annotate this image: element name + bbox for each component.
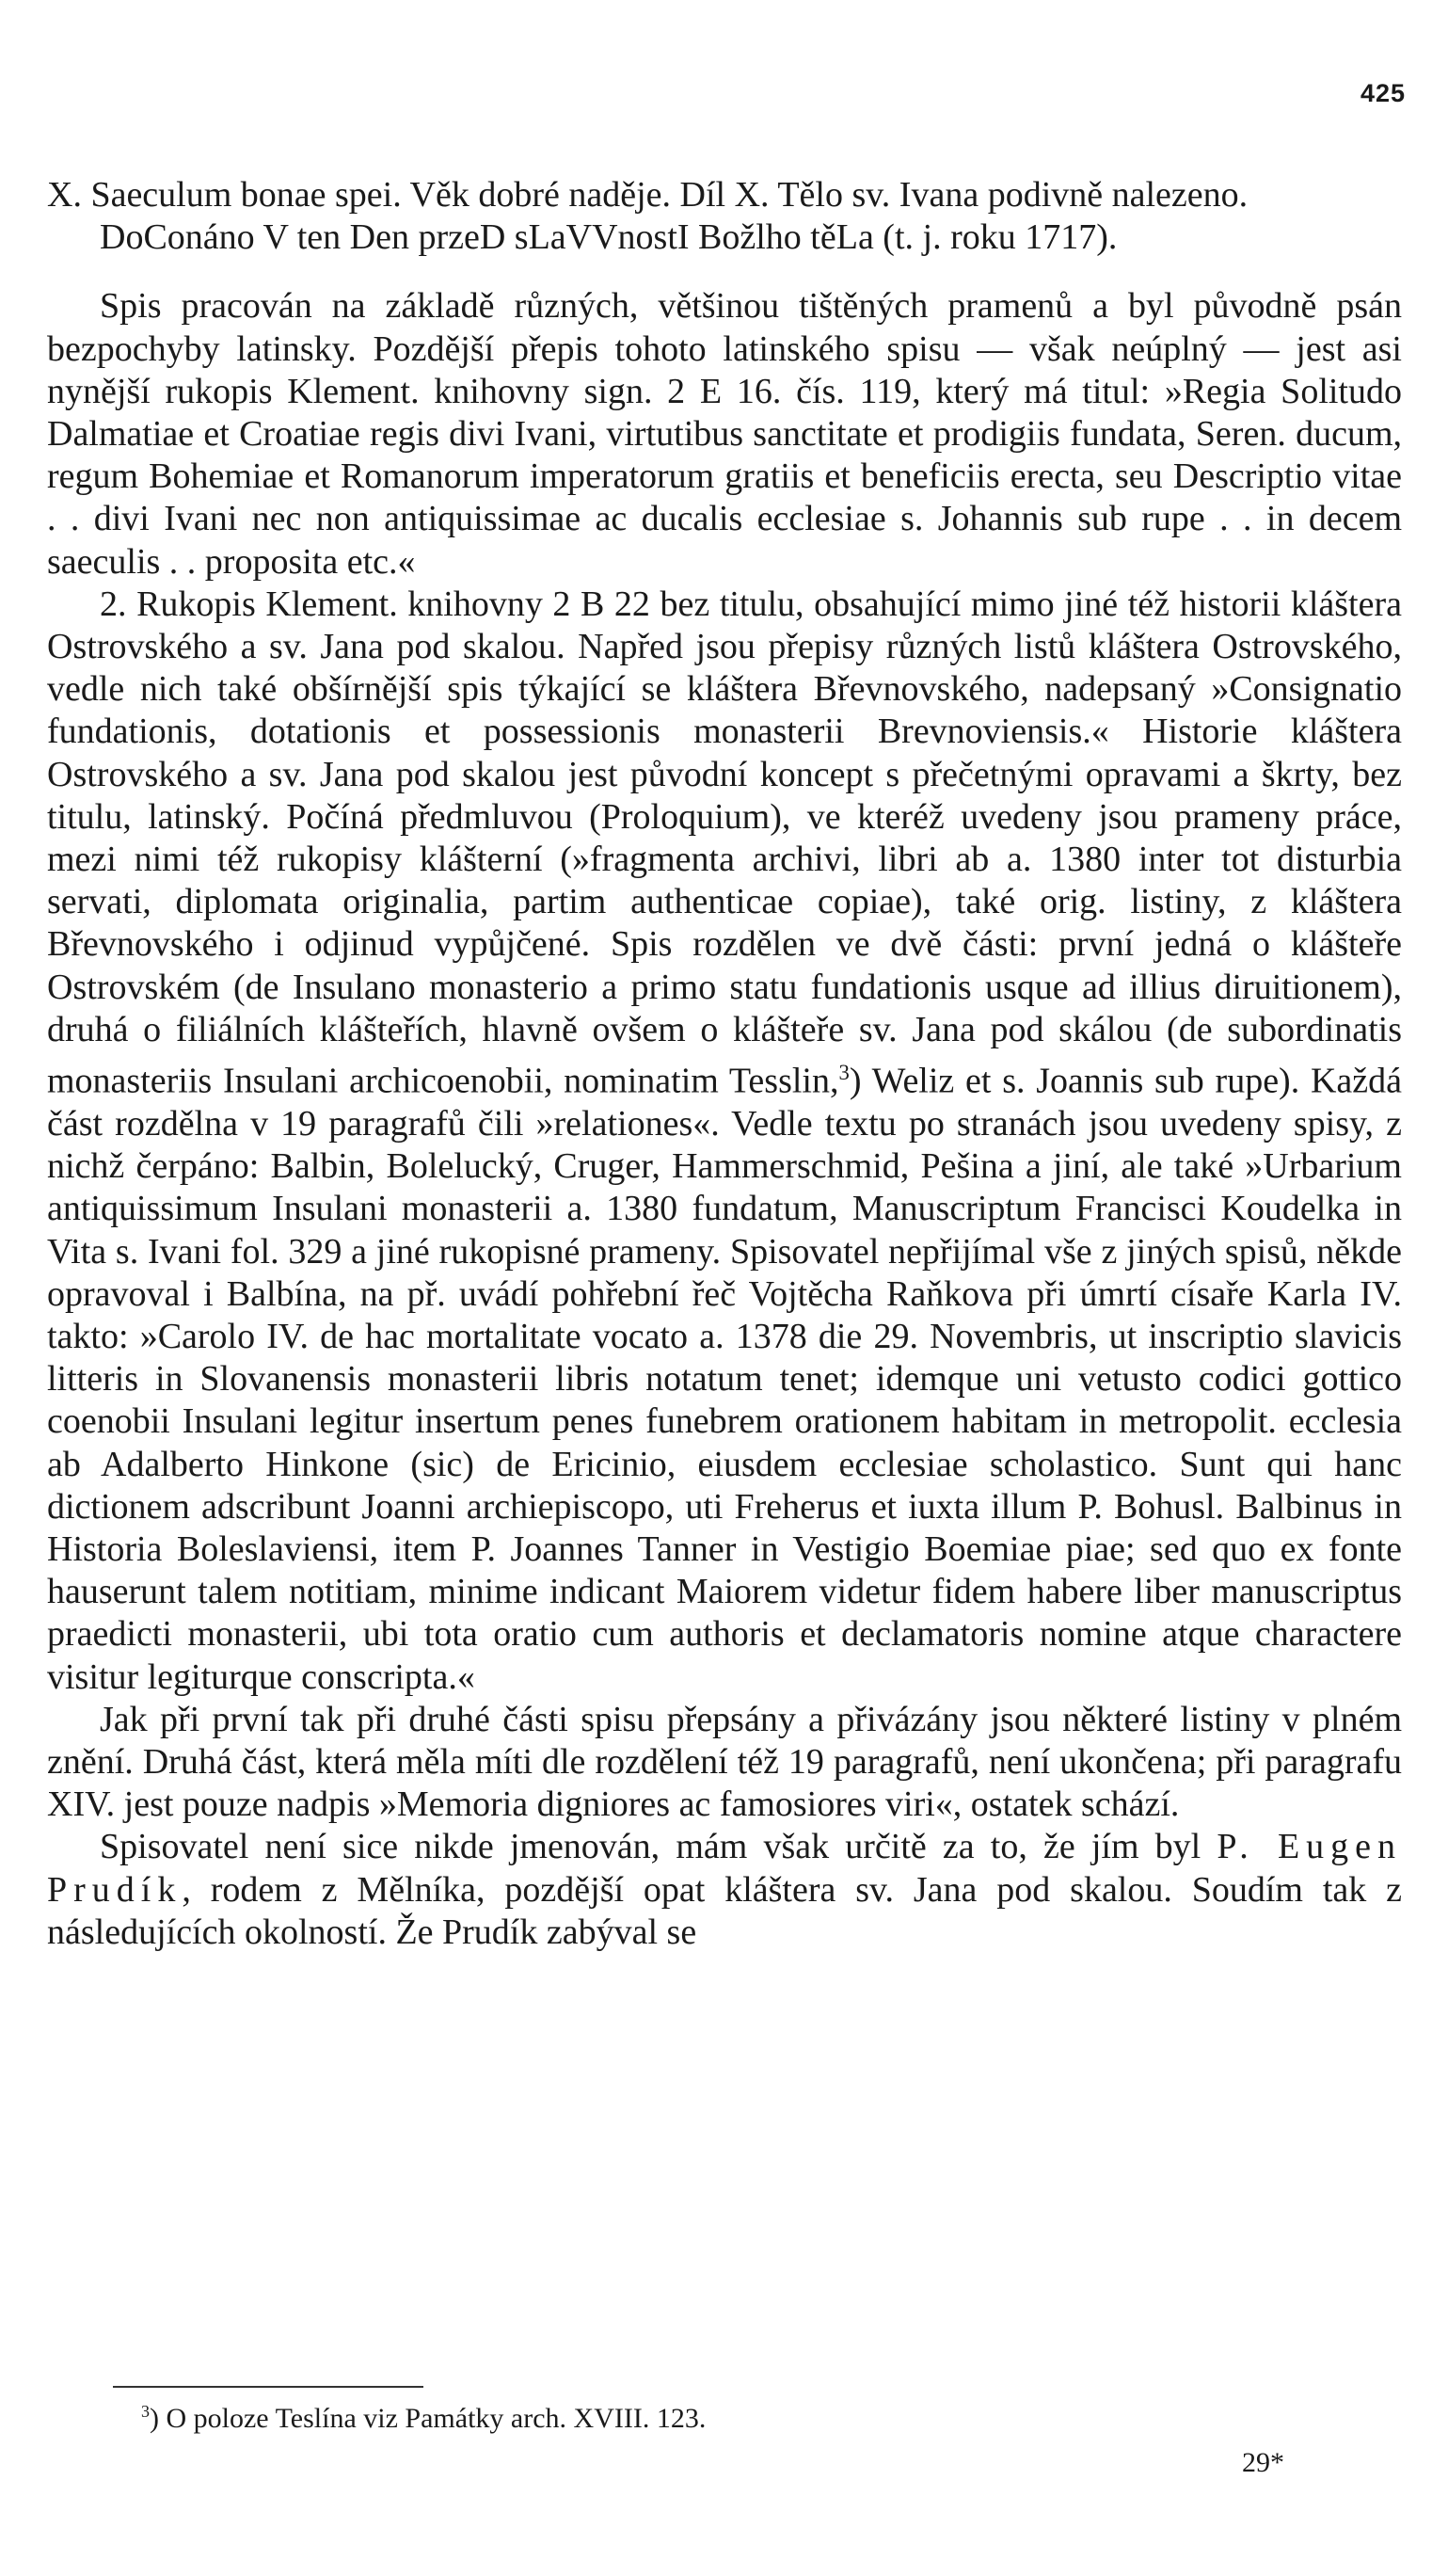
author-name: P. Eugen Prudík xyxy=(47,1827,1403,1910)
heading-line-2: DoConáno V ten Den przeD sLaVVnostI Božlho těLa (t. j. roku 1717). xyxy=(100,217,1118,258)
footnote-divider xyxy=(113,2386,423,2388)
paragraph-3: Jak při první tak při druhé části spisu přepsány a přivázány jsou některé listiny v plném znění. Druhá část, která měla míti dle rozdělení též 19 paragrafů, není ukončena; při paragrafu XIV. jest pouze nadpis »Memoria digniores ac famosiores viri«, ostatek schází. xyxy=(47,1699,1402,1825)
signature-mark: 29* xyxy=(1242,2447,1284,2478)
paragraph-1: Spis pracován na základě různých, většinou tištěných pramenů a byl původně psán bezpochyby latinsky. Pozdější přepis tohoto latinského spisu — však neúplný — jest asi nynější rukopis Klement. knihovny sign. 2 E 16. čís. 119, který má titul: »Regia Solitudo Dalmatiae et Croatiae regis divi Ivani, virtutibus sanctitate et prodigiis fundata, Seren. ducum, regum Bohemiae et Romanorum imperatorum gratiis et beneficiis erecta, seu Descriptio vitae . . divi Ivani nec non antiquissimae ac ducalis ecclesiae s. Johannis sub rupe . . in decem saeculis . . proposita etc.« xyxy=(47,286,1402,582)
footnote-reference: 3 xyxy=(838,1061,850,1085)
heading-line-1: X. Saeculum bonae spei. Věk dobré naděje. Díl X. Tělo sv. Ivana podivně nalezeno. xyxy=(47,175,1249,215)
paragraph-4-part-b: , rodem z Mělníka, pozdější opat kláštera sv. Jana pod skalou. Soudím tak z následujících okolností. Že Prudík zabýval se xyxy=(47,1869,1402,1952)
paragraph-2 xyxy=(47,584,1402,1699)
paragraph-4-part-a: Spisovatel není sice nikde jmenován, mám však určitě za to, že jím byl xyxy=(100,1827,1201,1867)
footnote-mark: 3 xyxy=(141,2402,150,2421)
paragraph-4 xyxy=(47,1826,1402,1954)
footnote-text: ) O poloze Teslína viz Památky arch. XVIII. 123. xyxy=(150,2403,707,2434)
footnote xyxy=(141,2389,706,2441)
paragraph-2-part-a: 2. Rukopis Klement. knihovny 2 B 22 bez titulu, obsahující mimo jiné též historii kláštera Ostrovského a sv. Jana pod skalou. Napřed jsou přepisy různých listů kláštera Ostrovského, vedle nich také obšírnější spis týkající se kláštera Břevnovského, nadepsaný »Consignatio fundationis, dotationis et possessionis monasterii Brevnoviensis.« Historie kláštera Ostrovského a sv. Jana pod skalou jest původní koncept s přečetnými opravami a škrty, bez titulu, latinský. Počíná předmluvou (Proloquium), ve kteréž uvedeny jsou prameny práce, mezi nimi též rukopisy klášterní (»fragmenta archivi, libri ab a. 1380 inter tot disturbia servati, diplomata originalia, partim authenticae copiae), také orig. listiny, z kláštera Břevnovského i odjinud vypůjčené. Spis rozdělen ve dvě části: první jedná o klášteře Ostrovském (de Insulano monasterio a primo statu fundationis usque ad illius diruitionem), druhá o filiálních klášteřích, hlavně ovšem o klášteře sv. Jana pod skálou (de subordinatis monasteriis Insulani archicoenobii, nominatim Tesslin, xyxy=(47,584,1402,1101)
page-number: 425 xyxy=(1360,79,1406,107)
body-text xyxy=(47,174,1402,1954)
paragraph-2-part-b: ) Weliz et s. Joannis sub rupe). Každá část rozdělna v 19 paragrafů čili »relationes«. Vedle textu po stranách jsou uvedeny spisy, z nichž čerpáno: Balbin, Bolelucký, Cruger, Hammerschmid, Pešina a jiní, ale také »Urbarium antiquissimum Insulani monasterii a. 1380 fundatum, Manuscriptum Francisci Koudelka in Vita s. Ivani fol. 329 a jiné rukopisné prameny. Spisovatel nepřijímal vše z jiných spisů, někde opravoval i Balbína, na př. uvádí pohřební řeč Vojtěcha Raňkova při úmrtí císaře Karla IV. takto: »Carolo IV. de hac mortalitate vocato a. 1378 die 29. Novembris, ut inscriptio slavicis litteris in Slovanensis monasterii libris notatum tenet; idemque uni vetusto codici gottico coenobii Insulani legitur insertum penes funebrem orationem habitam in metropolit. ecclesia ab Adalberto Hinkone (sic) de Ericinio, eiusdem ecclesiae scholastico. Sunt qui hanc dictionem adscribunt Joanni archiepiscopo, uti Freherus et iuxta illum P. Bohusl. Balbinus in Historia Boleslaviensi, item P. Joannes Tanner in Vestigio Boemiae piae; sed quo ex fonte hauserunt talem notitiam, minime indicant Maiorem videtur fidem habere liber manuscriptus praedicti monasterii, ubi tota oratio cum authoris et declamatoris nomine atque charactere visitur legiturque conscripta.« xyxy=(47,1061,1403,1697)
